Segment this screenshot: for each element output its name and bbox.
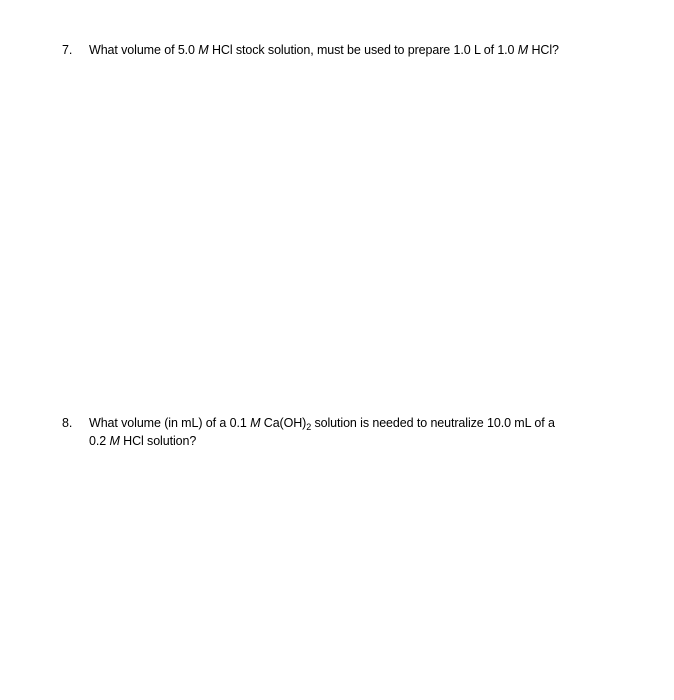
question-text-segment: HCl? bbox=[528, 43, 559, 57]
molarity-symbol: M bbox=[517, 43, 529, 57]
question-8 bbox=[62, 414, 642, 450]
question-line bbox=[89, 432, 642, 450]
question-text-segment: What volume of 5.0 bbox=[89, 43, 199, 57]
molarity-symbol: M bbox=[198, 43, 209, 57]
question-7 bbox=[62, 41, 662, 59]
question-text-segment: Ca(OH) bbox=[260, 416, 307, 430]
question-text-segment: What volume (in mL) of a 0.1 bbox=[89, 416, 251, 430]
question-line bbox=[89, 414, 642, 432]
question-text-segment: solution is needed to neutralize 10.0 mL of a bbox=[311, 416, 555, 430]
question-text-segment: HCl stock solution, must be used to prepare 1.0 L of 1.0 bbox=[208, 43, 518, 57]
subscript: 2 bbox=[306, 422, 312, 432]
question-text-segment: 0.2 bbox=[89, 434, 110, 448]
question-text bbox=[89, 41, 662, 59]
question-text bbox=[89, 414, 642, 450]
molarity-symbol: M bbox=[250, 416, 261, 430]
question-number: 7. bbox=[62, 43, 73, 57]
question-text-segment: HCl solution? bbox=[119, 434, 197, 448]
question-number: 8. bbox=[62, 416, 73, 430]
molarity-symbol: M bbox=[109, 434, 120, 448]
